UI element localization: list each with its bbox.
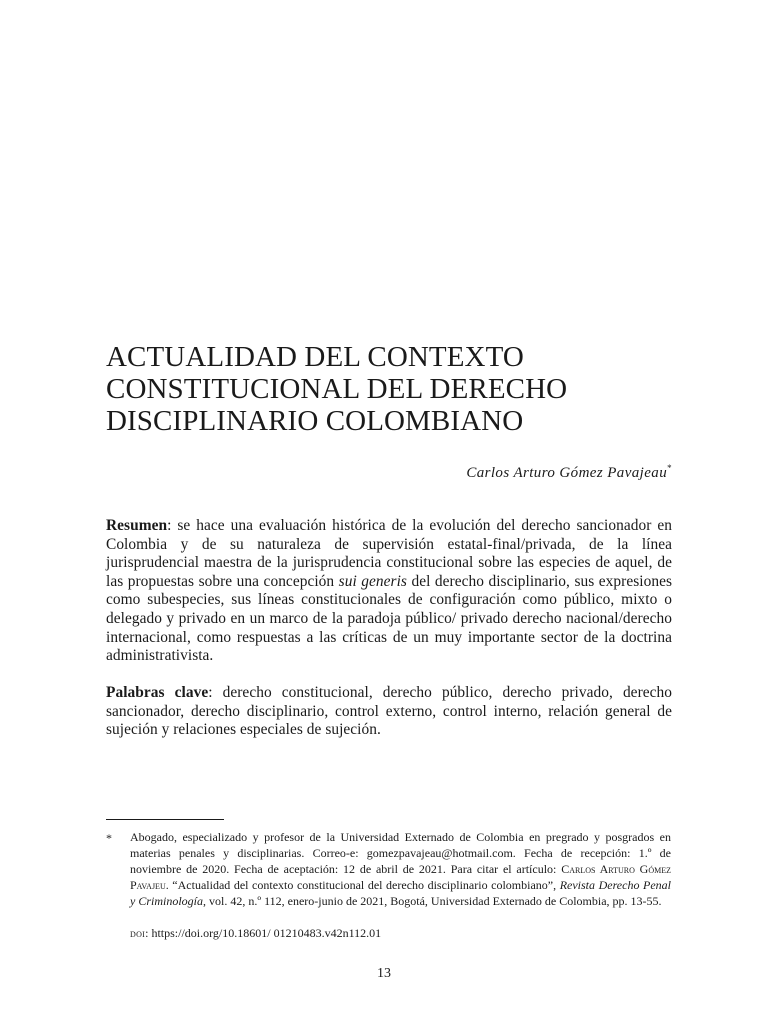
- author-byline: [466, 463, 672, 482]
- footnote-text-2: . “Actualidad del contexto constitucional del derecho disciplinario colombiano”,: [165, 877, 560, 892]
- keywords-label: Palabras clave: [106, 684, 209, 701]
- title-line-1: ACTUALIDAD DEL CONTEXTO: [106, 341, 524, 373]
- footnote-mark: *: [106, 831, 112, 845]
- keywords-text: : derecho constitucional, derecho público, derecho privado, derecho sancionador, derecho disciplinario, control externo, control interno, relación general de sujeción y relaciones especiales de sujeción.: [106, 684, 672, 739]
- doi-line: [130, 926, 381, 941]
- footnote-text-3: , vol. 42, n.º 112, enero-junio de 2021, Bogotá, Universidad Externado de Colombia, pp. 13-55.: [203, 893, 662, 908]
- author-name: Carlos Arturo Gómez Pavajeau: [466, 465, 668, 481]
- abstract-text-1: : se hace una evaluación histórica de la evolución del derecho sancionador en Colombia y de su naturaleza de supervisión estatal-final/privada, de la línea jurisprudencial maestra de la jurisprudencia constitucional sobre las especies de aquel, de las propuestas sobre una concepción: [106, 517, 672, 590]
- article-title: [106, 341, 686, 437]
- abstract-paragraph: [106, 517, 672, 666]
- title-line-3: DISCIPLINARIO COLOMBIANO: [106, 405, 524, 437]
- author-footnote-mark: *: [667, 463, 672, 473]
- abstract-text-2: del derecho disciplinario, sus expresiones como subespecies, sus líneas constitucionales de configuración como público, mixto o delegado y privado en un marco de la paradoja público/ privado derecho nacional/derecho internacional, como respuestas a las críticas de un muy importante sector de la doctrina administrativista.: [106, 572, 673, 665]
- keywords-paragraph: [106, 684, 672, 740]
- footnote-text-1: Abogado, especializado y profesor de la Universidad Externado de Colombia en pregrado y posgrados en materias penales y disciplinarias. Correo-e: gomezpavajeau@hotmail.com. Fecha de recepción: 1.º de noviembre de 2020. Fecha de aceptación: 12 de abril de 2021. Para citar el artículo:: [130, 830, 671, 876]
- abstract-label: Resumen: [106, 517, 168, 534]
- doi-value: : https://doi.org/10.18601/ 01210483.v42n112.01: [145, 926, 382, 940]
- page-number: 13: [377, 966, 391, 981]
- footnote-separator: [106, 819, 224, 820]
- title-line-2: CONSTITUCIONAL DEL DERECHO: [106, 373, 568, 405]
- footnote-cite-author: Carlos Arturo Gómez Pavajeu: [130, 861, 672, 892]
- abstract-italic-term: sui generis: [338, 572, 407, 590]
- footnote-journal: Revista Derecho Penal y Criminología: [130, 877, 671, 908]
- doi-label: doi: [130, 926, 146, 940]
- footnote-text: [130, 830, 671, 910]
